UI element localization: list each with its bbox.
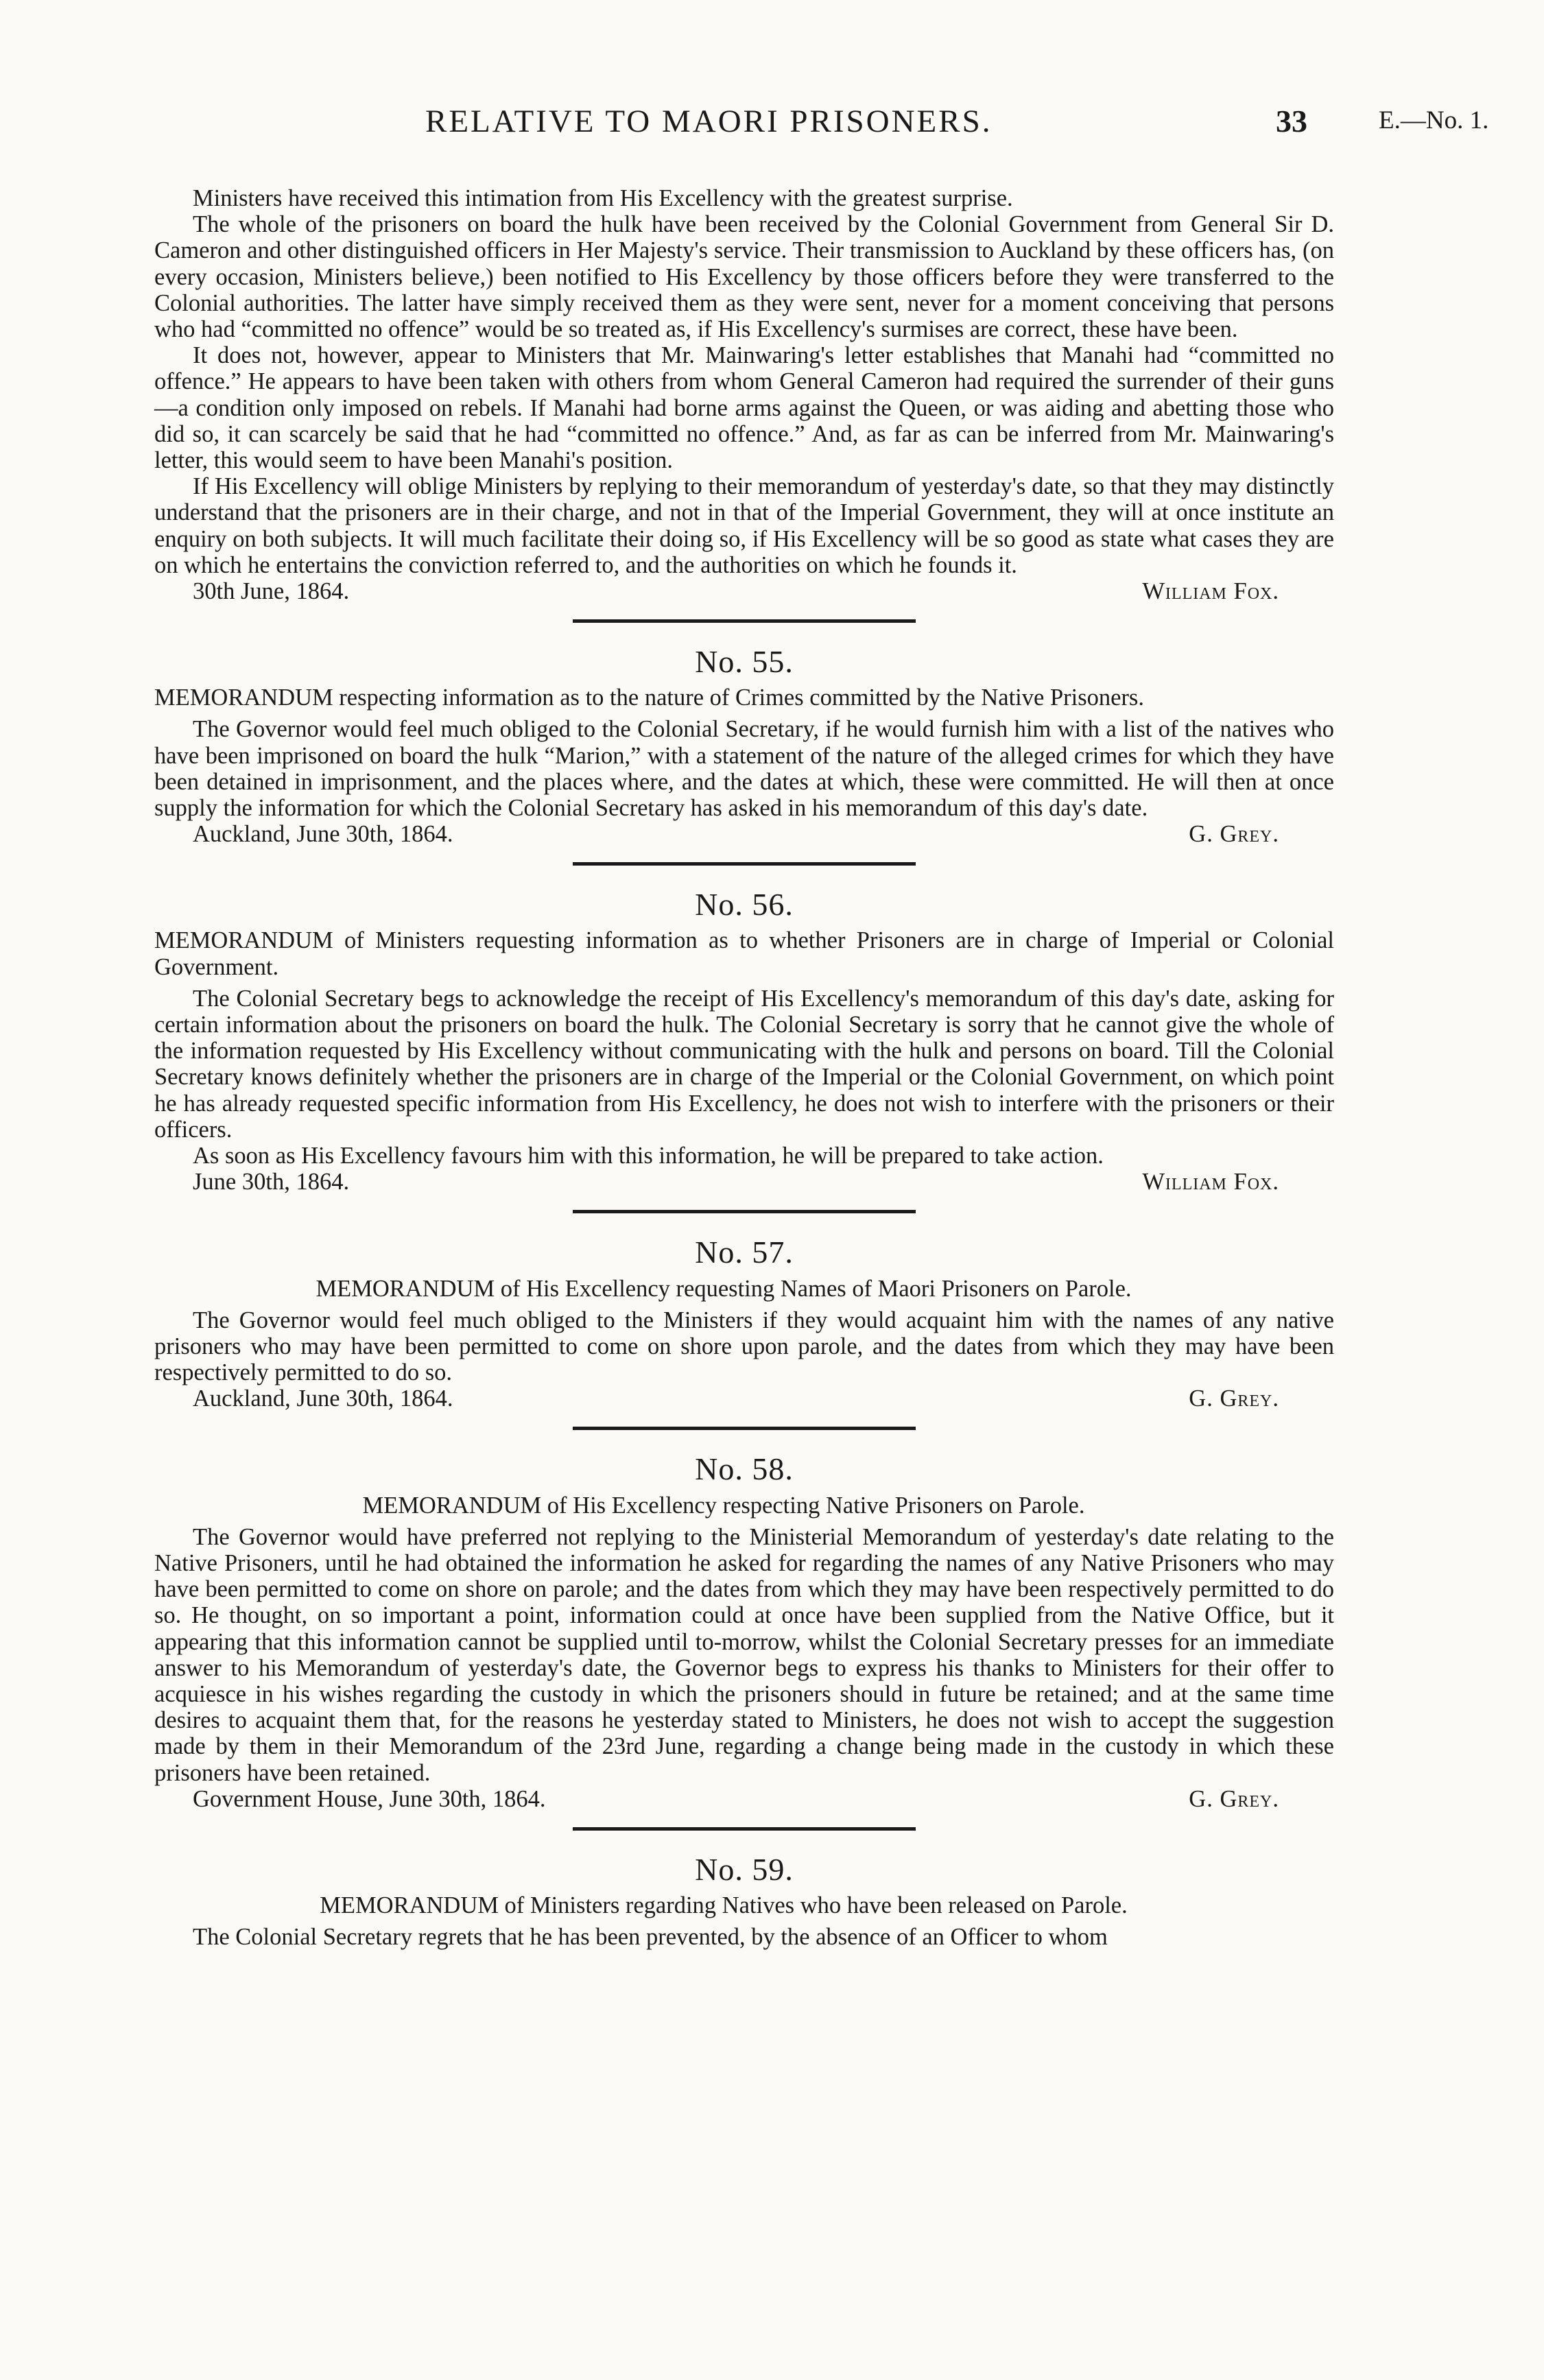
memo-date: Government House, June 30th, 1864. [193, 1785, 546, 1812]
memo-number: No. 59. [695, 1851, 794, 1887]
section-divider [573, 1210, 916, 1213]
paragraph: The Governor would feel much obliged to the Ministers if they would acquaint him with the names of any native prisoners who may have been permitted to come on shore upon parole, and the dates from which they may have been respectively permitted to do so. [154, 1307, 1334, 1386]
page-number: 33 [1276, 104, 1307, 139]
signature-line [154, 1385, 1334, 1413]
memo-date: Auckland, June 30th, 1864. [193, 821, 453, 848]
signature-line [154, 821, 1334, 848]
document-reference: E.—No. 1. [1379, 106, 1489, 134]
signature-line [154, 1786, 1334, 1813]
paragraph: The Governor would feel much obliged to the Colonial Secretary, if he would furnish him with a list of the natives who have been imprisoned on board the hulk “Marion,” with a statement of the nature of the alleged crimes for which they have been detained in imprisonment, and the places where, and the dates at which, these were committed. He will then at once supply the information for which the Colonial Secretary has asked in his memorandum of this day's date. [154, 716, 1334, 822]
memo-signatory: William Fox. [1142, 1169, 1279, 1195]
memo-57 [154, 1235, 1334, 1430]
section-divider [573, 862, 916, 866]
memo-heading: MEMORANDUM of His Excellency respecting Native Prisoners on Parole. [362, 1492, 1085, 1519]
memo-date: Auckland, June 30th, 1864. [193, 1385, 453, 1412]
memo-signatory: G. Grey. [1189, 1785, 1279, 1812]
signature-line [154, 578, 1334, 606]
memo-signatory: G. Grey. [1189, 1385, 1279, 1412]
paragraph: If His Excellency will oblige Ministers by replying to their memorandum of yesterday's date, so that they may distinctly understand that the prisoners are in their charge, and not in that of the Imperial Government, they will at once institute an enquiry on both subjects. It will much facilitate their doing so, if His Excellency will be so good as state what cases they are on which he entertains the conviction referred to, and the authorities on which he founds it. [154, 473, 1334, 578]
memo-59 [154, 1851, 1334, 1951]
memo-heading: MEMORANDUM respecting information as to the nature of Crimes committed by the Native Prisoners. [154, 685, 1144, 711]
paragraph: It does not, however, appear to Ministers that Mr. Mainwaring's letter establishes that Manahi had “committed no offence.” He appears to have been taken with others from whom General Cameron had required the surrender of their guns—a condition only imposed on rebels. If Manahi had borne arms against the Queen, or was aiding and abetting those who did so, it can scarcely be said that he had “committed no offence.” And, as far as can be inferred from Mr. Mainwaring's letter, this would seem to have been Manahi's position. [154, 342, 1334, 474]
paragraph: The Governor would have preferred not replying to the Ministerial Memorandum of yesterday's date relating to the Native Prisoners, until he had obtained the information he asked for regarding the names of any Native Prisoners who may have been permitted to come on shore on parole; and the dates from which they may have been respectively permitted to do so. He thought, on so important a point, information could at once have been supplied from the Native Office, but it appearing that this information cannot be supplied until to-morrow, whilst the Colonial Secretary presses for an immediate answer to his Memorandum of yesterday's date, the Governor begs to express his thanks to Ministers for their offer to acquiesce in his wishes regarding the custody in which the prisoners should in future be retained; and at the same time desires to acquaint them that, for the reasons he yesterday stated to Ministers, he does not wish to accept the suggestion made by them in their Memorandum of the 23rd June, regarding a change being made in the custody in which these prisoners have been retained. [154, 1523, 1334, 1786]
section-divider [573, 619, 916, 623]
memo-56 [154, 887, 1334, 1213]
paragraph: As soon as His Excellency favours him with this information, he will be prepared to take action. [193, 1143, 1104, 1169]
memo-55 [154, 644, 1334, 866]
memo-number: No. 57. [695, 1235, 794, 1270]
signature-line [154, 1169, 1334, 1196]
section-divider [573, 1827, 916, 1831]
memo-number: No. 58. [695, 1451, 794, 1487]
paragraph: The Colonial Secretary begs to acknowledge the receipt of His Excellency's memorandum of this day's date, asking for certain information about the prisoners on board the hulk. The Colonial Secretary is sorry that he cannot give the whole of the information requested by His Excellency without communicating with the hulk and persons on board. Till the Colonial Secretary knows definitely whether the prisoners are in charge of the Imperial or the Colonial Government, on which point he has already requested specific information from His Excellency, he does not wish to interfere with the prisoners or their officers. [154, 985, 1334, 1143]
memo-number: No. 55. [695, 644, 794, 680]
section-divider [573, 1427, 916, 1430]
memo-date: June 30th, 1864. [193, 1169, 350, 1195]
paragraph: The whole of the prisoners on board the hulk have been received by the Colonial Government from General Sir D. Cameron and other distinguished officers in Her Majesty's service. Their transmission to Auckland by these officers has, (on every occasion, Ministers believe,) been notified to His Excellency by those officers before they were transferred to the Colonial authorities. The latter have simply received them as they were sent, never for a moment conceiving that persons who had “committed no offence” would be so treated as, if His Excellency's surmises are correct, these have been. [154, 211, 1334, 343]
memo-signatory: William Fox. [1142, 578, 1279, 605]
paragraph: The Colonial Secretary regrets that he has been prevented, by the absence of an Officer to whom [193, 1924, 1108, 1951]
body-column [154, 185, 1334, 1950]
memo-heading: MEMORANDUM of Ministers regarding Natives who have been released on Parole. [320, 1892, 1128, 1918]
memo-number: No. 56. [695, 887, 794, 923]
memo-signatory: G. Grey. [1189, 821, 1279, 848]
continued-memorandum [154, 185, 1334, 623]
memo-heading: MEMORANDUM of His Excellency requesting Names of Maori Prisoners on Parole. [316, 1275, 1132, 1302]
paragraph: Ministers have received this intimation from His Excellency with the greatest surprise. [193, 185, 1013, 211]
memo-date: 30th June, 1864. [193, 578, 350, 605]
memo-heading: MEMORANDUM of Ministers requesting information as to whether Prisoners are in charge of Imperial or Colonial Government. [154, 927, 1334, 980]
running-head-title: RELATIVE TO MAORI PRISONERS. [425, 104, 993, 139]
running-head [0, 103, 1544, 144]
memo-58 [154, 1451, 1334, 1830]
